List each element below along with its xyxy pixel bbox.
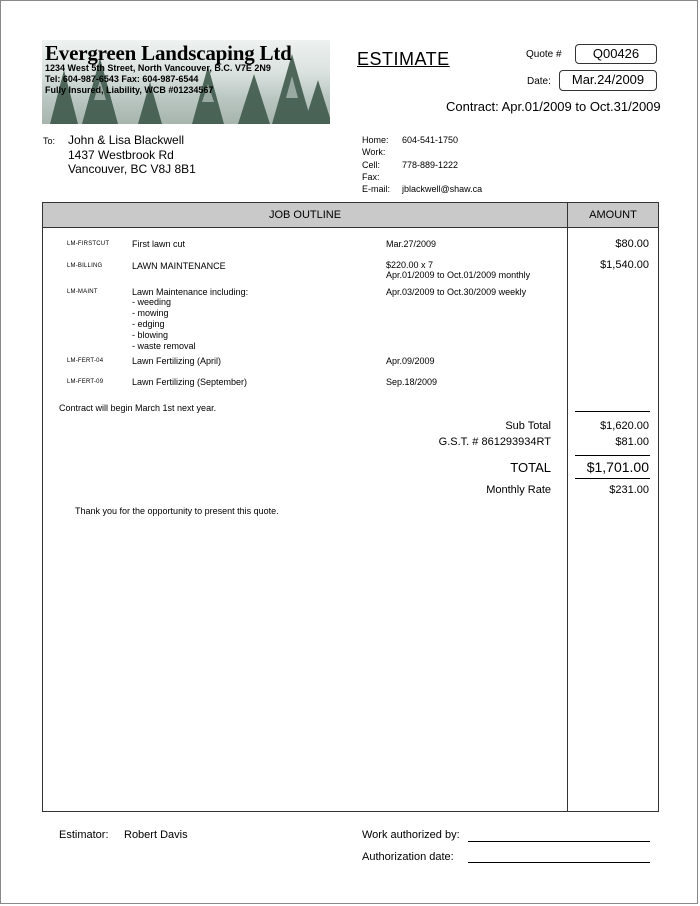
item-date: Apr.09/2009 bbox=[386, 356, 435, 366]
item-description: Lawn Fertilizing (September) bbox=[132, 377, 248, 387]
work-authorized-signature-line[interactable] bbox=[468, 841, 650, 842]
email-label: E-mail: bbox=[362, 184, 391, 194]
email-address: jblackwell@shaw.ca bbox=[402, 184, 483, 194]
item-code: LM-FERT-09 bbox=[67, 379, 104, 385]
customer-city: Vancouver, BC V8J 8B1 bbox=[68, 162, 196, 176]
company-phone-fax: Tel: 604-987-6543 Fax: 604-987-6544 bbox=[45, 74, 199, 84]
work-label: Work: bbox=[362, 147, 386, 157]
date-label: Date: bbox=[527, 76, 551, 87]
item-date-detail: Apr.01/2009 to Oct.01/2009 monthly bbox=[386, 270, 531, 280]
company-address: 1234 West 5th Street, North Vancouver, B.C. V7E 2N9 bbox=[45, 63, 271, 73]
total-label: TOTAL bbox=[510, 460, 551, 475]
estimator-name: Robert Davis bbox=[124, 829, 188, 841]
authorization-date-label: Authorization date: bbox=[362, 851, 454, 863]
document-title: ESTIMATE bbox=[357, 49, 450, 69]
monthly-rate-label: Monthly Rate bbox=[486, 484, 551, 496]
column-divider bbox=[567, 202, 568, 812]
subtotal-rule bbox=[575, 411, 650, 412]
item-date: $220.00 x 7 bbox=[386, 260, 434, 270]
company-logo bbox=[42, 40, 330, 124]
to-label: To: bbox=[43, 136, 56, 146]
item-subtask: - weeding bbox=[132, 297, 172, 307]
item-description: Lawn Maintenance including: bbox=[132, 287, 249, 297]
job-outline-header: JOB OUTLINE bbox=[268, 209, 342, 221]
item-subtask: - blowing bbox=[132, 330, 169, 340]
item-date: Apr.03/2009 to Oct.30/2009 weekly bbox=[386, 287, 527, 297]
thank-you-note: Thank you for the opportunity to present this quote. bbox=[75, 506, 279, 516]
quote-number-field[interactable]: Q00426 bbox=[575, 44, 657, 64]
item-description: First lawn cut bbox=[132, 239, 186, 249]
cell-phone: 778-889-1222 bbox=[402, 160, 459, 170]
home-phone: 604-541-1750 bbox=[402, 135, 459, 145]
gst-value: $81.00 bbox=[615, 436, 649, 448]
total-rule-top bbox=[575, 455, 650, 456]
item-code: LM-FERT-04 bbox=[67, 358, 104, 364]
quote-label: Quote # bbox=[526, 49, 562, 60]
item-amount: $1,540.00 bbox=[600, 259, 649, 271]
monthly-rate-value: $231.00 bbox=[609, 484, 649, 496]
total-rule-bottom bbox=[575, 478, 650, 479]
item-date: Mar.27/2009 bbox=[386, 239, 437, 249]
gst-label: G.S.T. # 861293934RT bbox=[438, 436, 551, 448]
item-code: LM-MAINT bbox=[67, 289, 98, 295]
item-description: LAWN MAINTENANCE bbox=[132, 261, 226, 271]
item-date: Sep.18/2009 bbox=[386, 377, 438, 387]
amount-header: AMOUNT bbox=[589, 209, 637, 221]
customer-street: 1437 Westbrook Rd bbox=[68, 148, 174, 162]
company-insurance: Fully Insured, Liability, WCB #01234567 bbox=[45, 85, 214, 95]
contract-period: Contract: Apr.01/2009 to Oct.31/2009 bbox=[446, 99, 661, 114]
date-field[interactable]: Mar.24/2009 bbox=[559, 70, 657, 91]
item-code: LM-BILLING bbox=[67, 263, 103, 269]
fax-label: Fax: bbox=[362, 172, 380, 182]
company-name: Evergreen Landscaping Ltd bbox=[45, 41, 292, 65]
cell-label: Cell: bbox=[362, 160, 381, 170]
authorization-date-line[interactable] bbox=[468, 862, 650, 863]
item-subtask: - waste removal bbox=[132, 341, 196, 351]
total-value: $1,701.00 bbox=[586, 459, 649, 475]
home-label: Home: bbox=[362, 135, 389, 145]
customer-name: John & Lisa Blackwell bbox=[68, 133, 185, 147]
item-description: Lawn Fertilizing (April) bbox=[132, 356, 222, 366]
work-authorized-label: Work authorized by: bbox=[362, 829, 460, 841]
subtotal-value: $1,620.00 bbox=[600, 420, 649, 432]
subtotal-label: Sub Total bbox=[505, 420, 551, 432]
item-subtask: - edging bbox=[132, 319, 165, 329]
item-subtask: - mowing bbox=[132, 308, 169, 318]
item-amount: $80.00 bbox=[615, 238, 649, 250]
contract-note: Contract will begin March 1st next year. bbox=[59, 403, 217, 413]
estimator-label: Estimator: bbox=[59, 829, 109, 841]
item-code: LM-FIRSTCUT bbox=[67, 241, 110, 247]
